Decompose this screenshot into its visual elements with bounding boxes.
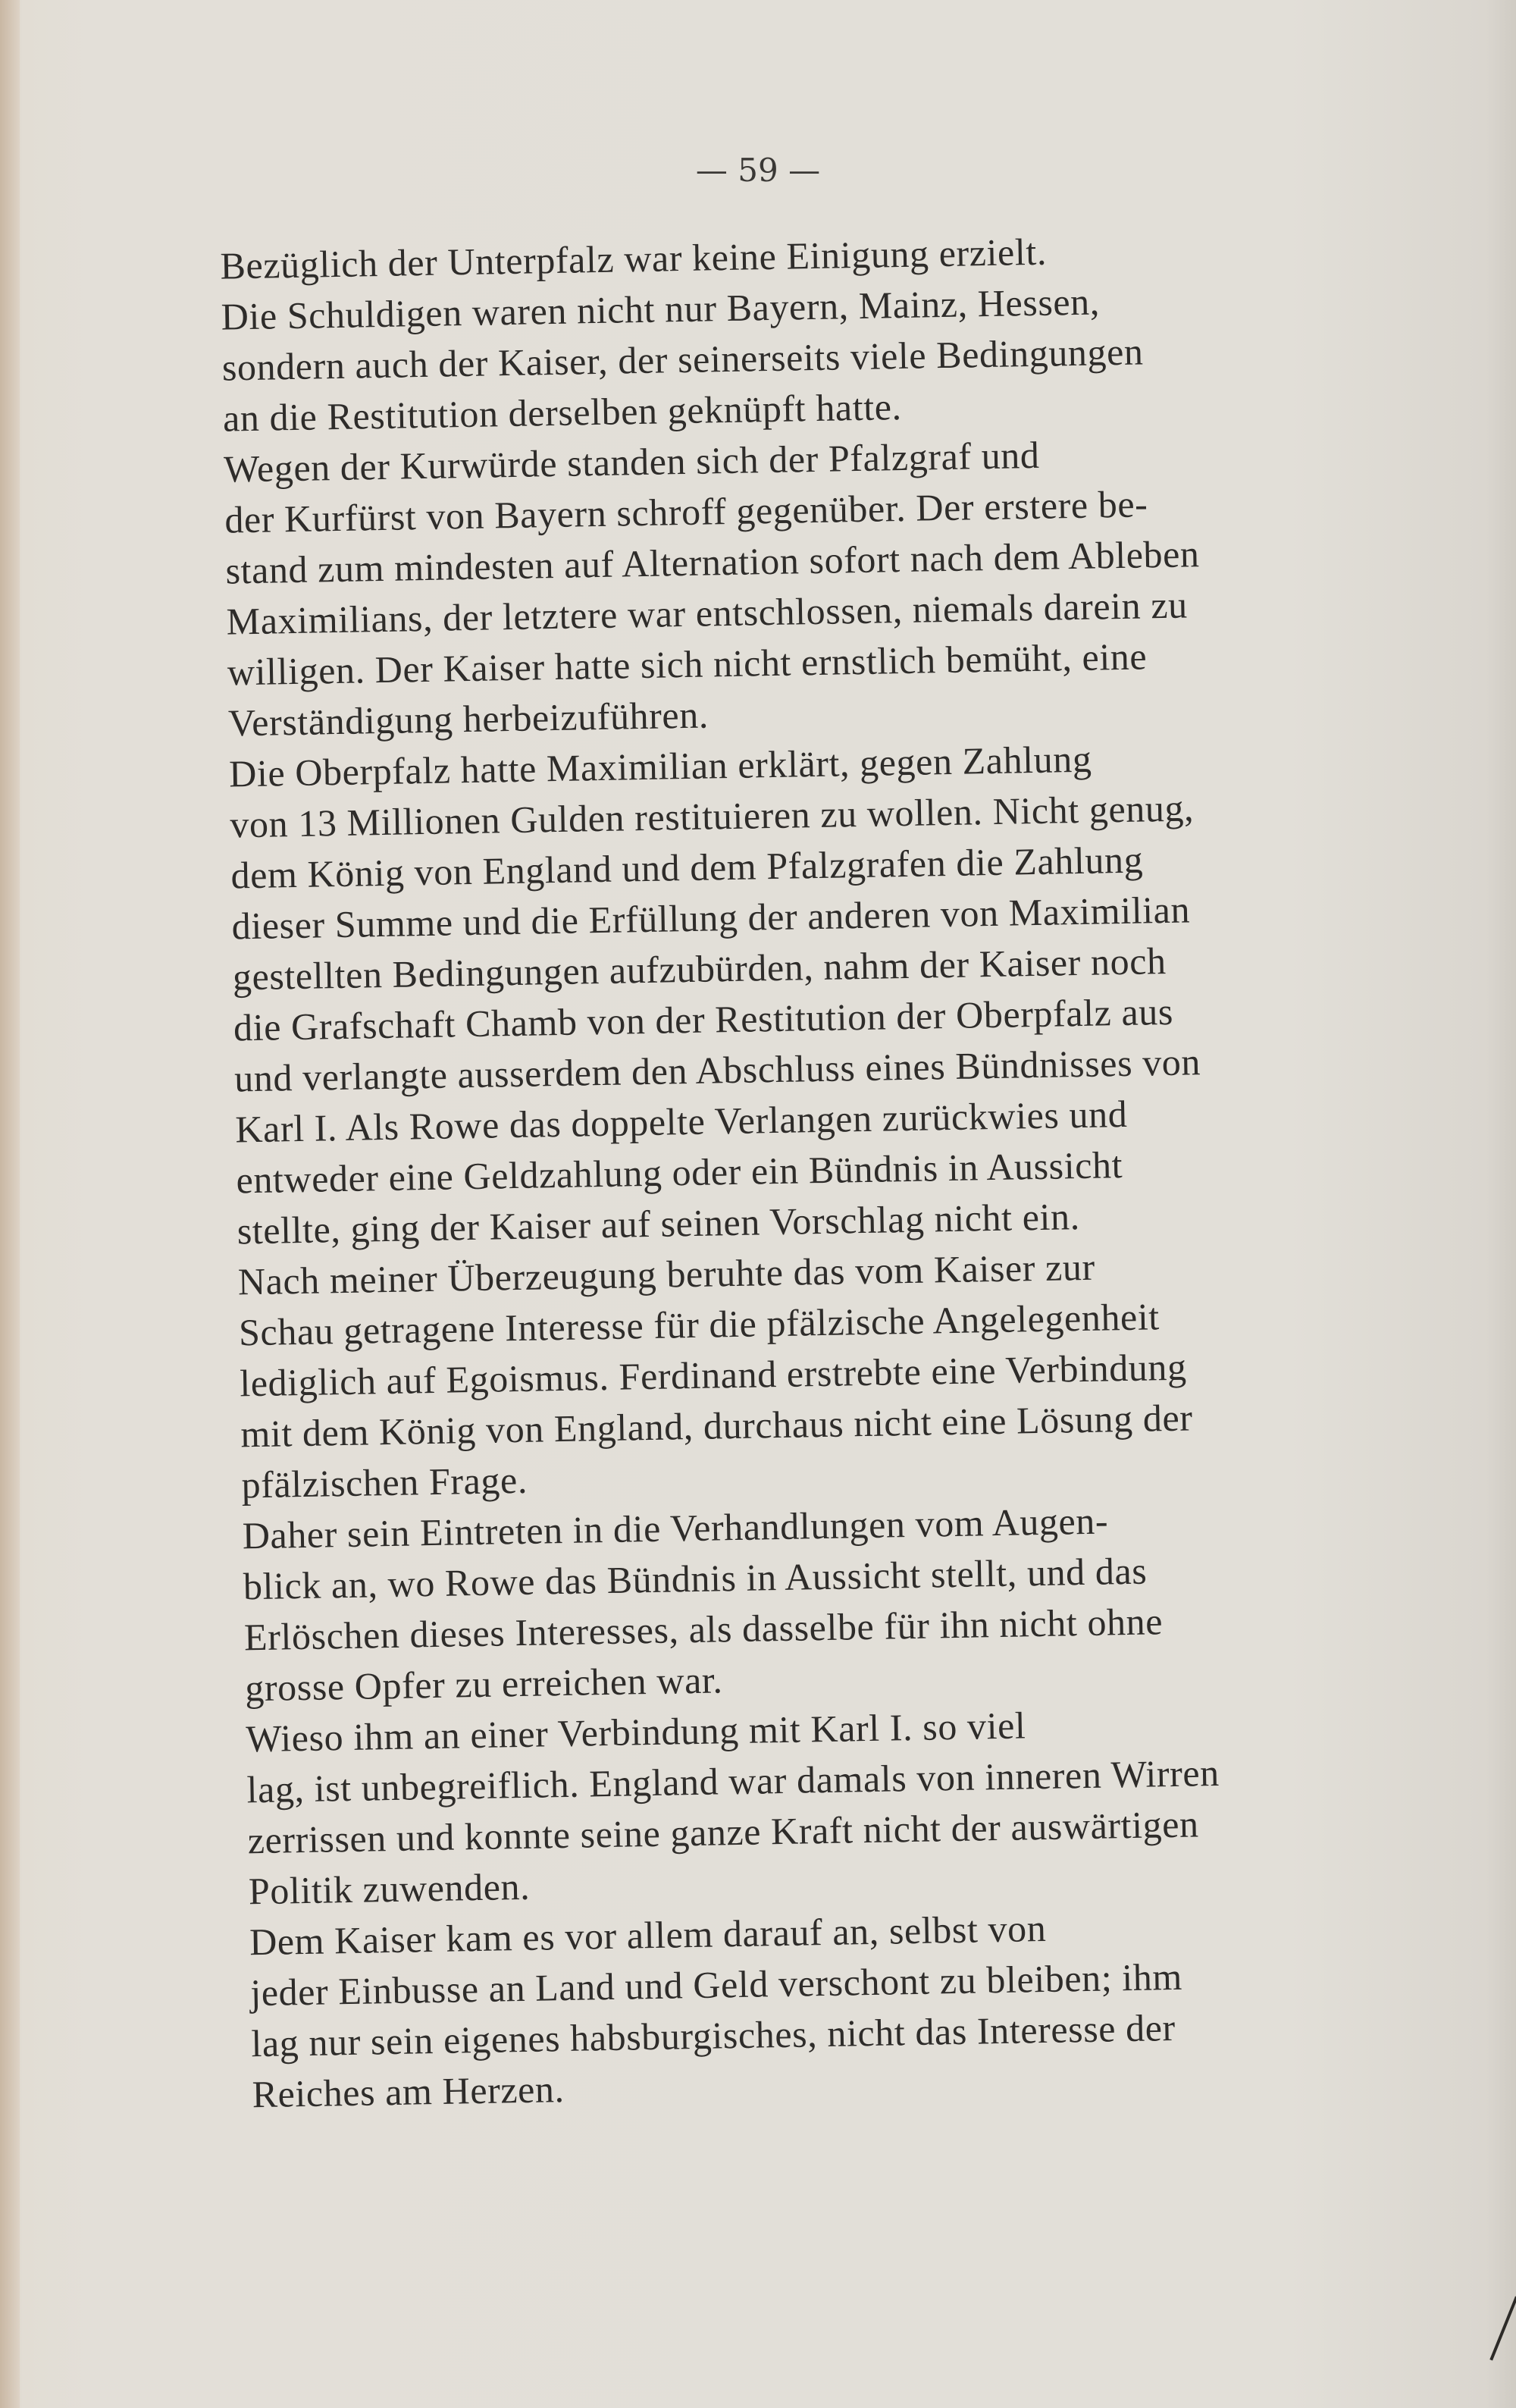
paragraph bbox=[143, 1695, 1291, 1918]
text-line: Dem Kaiser kam es vor allem darauf an, selbst von bbox=[249, 1906, 1047, 1964]
paragraph bbox=[139, 1492, 1287, 1715]
text-line: gestellten Bedingungen aufzubürden, nahm der Kaiser noch bbox=[232, 939, 1167, 999]
paragraph bbox=[127, 731, 1280, 1259]
text-line: Maximilians, der letztere war entschlossen, niemals darein zu bbox=[226, 583, 1189, 643]
text-line: von 13 Millionen Gulden restituieren zu wollen. Nicht genug, bbox=[229, 786, 1195, 846]
text-line: stand zum mindesten auf Alternation sofort nach dem Ableben bbox=[225, 532, 1200, 592]
paragraph bbox=[147, 1898, 1295, 2121]
page-number: — 59 — bbox=[695, 152, 821, 189]
text-line: Nach meiner Überzeugung beruhte das vom Kaiser zur bbox=[237, 1245, 1096, 1303]
text-line: grosse Opfer zu erreichen war. bbox=[244, 1658, 723, 1710]
text-line: entweder eine Geldzahlung oder ein Bündnis in Aussicht bbox=[236, 1143, 1123, 1202]
text-line: Die Oberpfalz hatte Maximilian erklärt, gegen Zahlung bbox=[228, 737, 1092, 795]
text-line: willigen. Der Kaiser hatte sich nicht ernstlich bemüht, eine bbox=[227, 635, 1148, 694]
paragraph bbox=[135, 1238, 1284, 1512]
text-line: zerrissen und konnte seine ganze Kraft nicht der auswärtigen bbox=[247, 1802, 1200, 1862]
text-line: der Kurfürst von Bayern schroff gegenüber. Der erstere be- bbox=[224, 482, 1148, 541]
text-line: Reiches am Herzen. bbox=[252, 2068, 565, 2116]
text-line: und verlangte ausserdem den Abschluss eines Bündnisses von bbox=[233, 1040, 1201, 1100]
body-text bbox=[117, 223, 1295, 2122]
text-line: Karl I. Als Rowe das doppelte Verlangen zurückwies und bbox=[234, 1092, 1128, 1151]
text-line: Wegen der Kurwürde standen sich der Pfalzgraf und bbox=[223, 433, 1040, 491]
text-line: Die Schuldigen waren nicht nur Bayern, Mainz, Hessen, bbox=[221, 280, 1101, 338]
text-line: Schau getragene Interesse für die pfälzische Angelegenheit bbox=[238, 1295, 1160, 1354]
text-line: Daher sein Eintreten in die Verhandlungen vom Augen- bbox=[242, 1499, 1109, 1557]
text-line: Erlöschen dieses Interesses, als dasselbe für ihn nicht ohne bbox=[243, 1600, 1164, 1659]
text-line: dem König von England und dem Pfalzgrafen die Zahlung bbox=[230, 838, 1144, 897]
text-line: lag, ist unbegreiflich. England war damals von inneren Wirren bbox=[246, 1751, 1220, 1811]
paragraph bbox=[117, 223, 1265, 446]
text-line: lediglich auf Egoismus. Ferdinand erstrebte eine Verbindung bbox=[239, 1345, 1188, 1405]
text-line: blick an, wo Rowe das Bündnis in Aussicht stellt, und das bbox=[243, 1549, 1148, 1608]
text-line: lag nur sein eigenes habsburgisches, nicht das Interesse der bbox=[250, 2006, 1176, 2065]
text-line: pfälzischen Frage. bbox=[241, 1458, 528, 1507]
text-line: dieser Summe und die Erfüllung der anderen von Maximilian bbox=[231, 888, 1191, 948]
text-line: die Grafschaft Chamb von der Restitution der Oberpfalz aus bbox=[233, 989, 1174, 1049]
text-line: Verständigung herbeizuführen. bbox=[227, 693, 709, 745]
text-line: jeder Einbusse an Land und Geld verschont zu bleiben; ihm bbox=[249, 1955, 1183, 2015]
text-line: Bezüglich der Unterpfalz war keine Einigung erzielt. bbox=[220, 230, 1048, 287]
page-corner-mark bbox=[1489, 2297, 1516, 2361]
text-line: mit dem König von England, durchaus nicht eine Lösung der bbox=[240, 1396, 1193, 1456]
text-line: Politik zuwenden. bbox=[248, 1864, 531, 1913]
paragraph bbox=[121, 426, 1271, 751]
page-binding-edge bbox=[0, 0, 20, 2408]
text-line: Wieso ihm an einer Verbindung mit Karl I. so viel bbox=[245, 1704, 1026, 1761]
text-line: sondern auch der Kaiser, der seinerseits viele Bedingungen bbox=[221, 330, 1144, 389]
text-line: stellte, ging der Kaiser auf seinen Vorschlag nicht ein. bbox=[236, 1195, 1081, 1253]
text-line: an die Restitution derselben geknüpft hatte. bbox=[222, 384, 903, 440]
